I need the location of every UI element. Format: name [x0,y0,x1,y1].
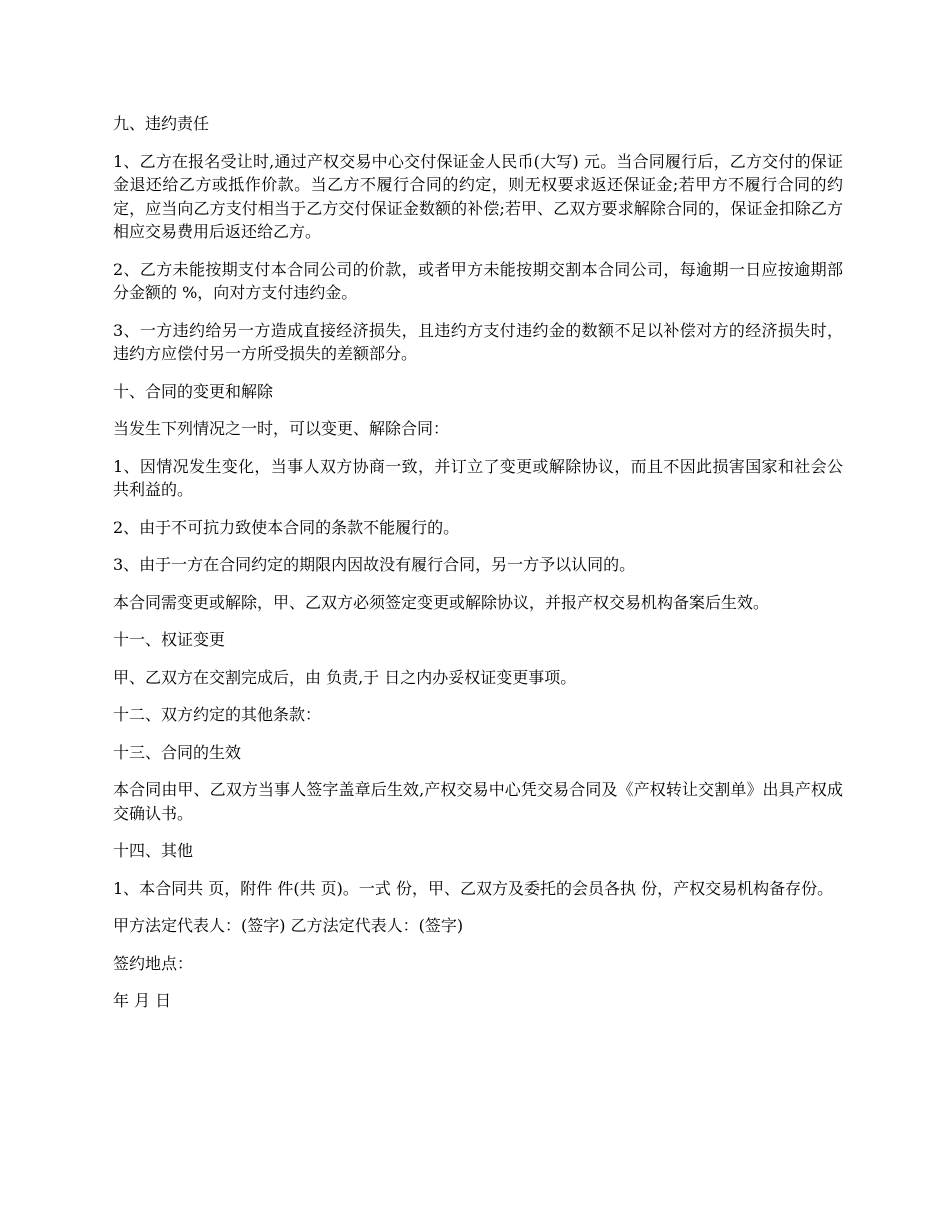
signing-date: 年 月 日 [113,991,172,1010]
clause-late-payment: 2、乙方未能按期支付本合同公司的价款，或者甲方未能按期交割本合同公司，每逾期一日应按逾期部分金额的 %，向对方支付违约金。 [113,259,843,302]
heading-miscellaneous: 十四、其他 [113,841,194,860]
signing-location: 签约地点： [113,953,194,973]
condition-force-majeure: 2、由于不可抗力致使本合同的条款不能履行的。 [113,517,460,537]
heading-other-terms: 十二、双方约定的其他条款： [113,705,322,724]
condition-non-performance: 3、由于一方在合同约定的期限内因故没有履行合同，另一方予以认同的。 [113,555,636,574]
signature-representatives: 甲方法定代表人：(签字) 乙方法定代表人：(签字) [113,916,464,935]
clause-economic-loss: 3、一方违约给另一方造成直接经济损失，且违约方支付违约金的数额不足以补偿对方的经济损失时，违约方应偿付另一方所受损失的差额部分。 [113,320,843,363]
heading-effectiveness: 十三、合同的生效 [113,742,242,762]
clause-effectiveness: 本合同由甲、乙双方当事人签字盖章后生效,产权交易中心凭交易合同及《产权转让交割单》出具产权成交确认书。 [113,780,843,823]
clause-copies: 1、本合同共 页，附件 件(共 页)。一式 份，甲、乙双方及委托的会员各执 份，产权交易机构备存份。 [113,878,834,898]
clause-change-agreement: 本合同需变更或解除，甲、乙双方必须签定变更或解除协议，并报产权交易机构备案后生效。 [113,592,770,612]
clause-title-change: 甲、乙双方在交割完成后，由 负责,于 日之内办妥权证变更事项。 [113,667,577,687]
document-page [113,112,843,1027]
intro-change-conditions: 当发生下列情况之一时，可以变更、解除合同： [113,419,450,438]
heading-title-change: 十一、权证变更 [113,630,226,649]
clause-deposit: 1、乙方在报名受让时,通过产权交易中心交付保证金人民币(大写) 元。当合同履行后，乙方交付的保证金退还给乙方或抵作价款。当乙方不履行合同的约定，则无权要求返还保证金;若甲方不履行合同的约定，应当向乙方支付相当于乙方交付保证金数额的补偿;若甲、乙双方要求解除合同的，保证金扣除乙方相应交易费用后返还给乙方。 [113,151,843,241]
condition-mutual-agreement: 1、因情况发生变化，当事人双方协商一致，并订立了变更或解除协议，而且不因此损害国家和社会公共利益的。 [113,456,843,499]
heading-change-termination: 十、合同的变更和解除 [113,381,274,401]
heading-breach-liability: 九、违约责任 [113,114,210,133]
